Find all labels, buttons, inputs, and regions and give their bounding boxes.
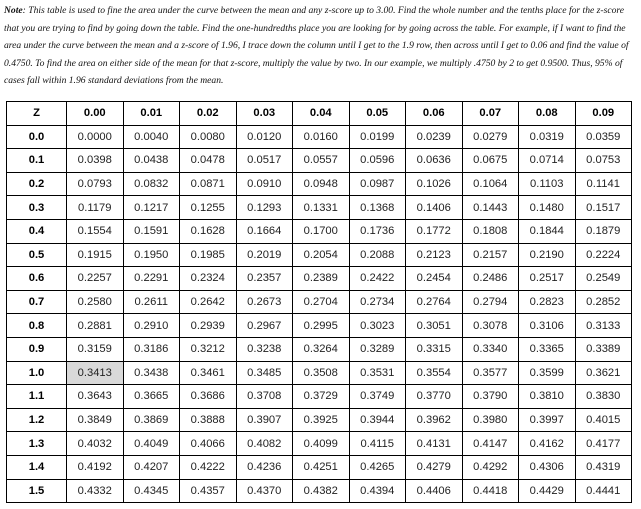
table-cell: 0.2257 — [67, 267, 124, 291]
table-cell: 0.4306 — [519, 455, 576, 479]
table-cell: 0.4066 — [180, 432, 237, 456]
column-header-z: Z — [7, 102, 67, 126]
table-row — [7, 149, 632, 173]
table-cell: 0.4177 — [575, 432, 632, 456]
table-cell: 0.1141 — [575, 172, 632, 196]
table-cell: 0.3665 — [123, 385, 180, 409]
table-cell: 0.2123 — [406, 243, 463, 267]
table-cell: 0.3508 — [293, 361, 350, 385]
table-cell: 0.2517 — [519, 267, 576, 291]
column-header: 0.01 — [123, 102, 180, 126]
row-header-z: 0.1 — [7, 149, 67, 173]
column-header: 0.09 — [575, 102, 632, 126]
table-cell: 0.2549 — [575, 267, 632, 291]
table-row — [7, 267, 632, 291]
table-cell: 0.1554 — [67, 219, 124, 243]
note-text: : This table is used to fine the area under the curve between the mean and any z-score up to 3.00. Find the whole number and the tenths place for the z-score that you are trying to find by going down the table. Find the one-hundredths place you are looking for by going across the table. For example, if I want to find the area under the curve between the mean and a z-score of 1.96, I trace down the column until I get to the 1.9 row, then across until I get to 0.06 and find the value of 0.4750. To find the area on either side of the mean for that z-score, multiply the value by two. In our example, we multiply .4750 by 2 to get 0.9500. Thus, 95% of cases fall within 1.96 standard deviations from the mean. — [4, 5, 629, 86]
table-row — [7, 290, 632, 314]
row-header-z: 0.3 — [7, 196, 67, 220]
table-cell: 0.3599 — [519, 361, 576, 385]
table-cell: 0.1915 — [67, 243, 124, 267]
table-cell: 0.3389 — [575, 337, 632, 361]
table-cell: 0.0359 — [575, 125, 632, 149]
table-cell: 0.0948 — [293, 172, 350, 196]
table-cell: 0.3159 — [67, 337, 124, 361]
table-body — [7, 125, 632, 503]
table-row — [7, 337, 632, 361]
table-row — [7, 455, 632, 479]
table-cell: 0.4222 — [180, 455, 237, 479]
note-label: Note — [4, 5, 23, 16]
table-cell: 0.0987 — [349, 172, 406, 196]
table-cell: 0.4207 — [123, 455, 180, 479]
table-cell: 0.2054 — [293, 243, 350, 267]
table-cell: 0.3078 — [462, 314, 519, 338]
table-cell: 0.4394 — [349, 479, 406, 503]
table-cell: 0.3577 — [462, 361, 519, 385]
table-cell: 0.2157 — [462, 243, 519, 267]
table-cell: 0.4406 — [406, 479, 463, 503]
table-cell: 0.2454 — [406, 267, 463, 291]
table-cell: 0.3729 — [293, 385, 350, 409]
table-cell: 0.0596 — [349, 149, 406, 173]
table-cell: 0.0398 — [67, 149, 124, 173]
table-cell: 0.1406 — [406, 196, 463, 220]
table-cell: 0.3106 — [519, 314, 576, 338]
table-cell: 0.3133 — [575, 314, 632, 338]
table-cell: 0.0753 — [575, 149, 632, 173]
table-cell: 0.3186 — [123, 337, 180, 361]
table-cell: 0.2580 — [67, 290, 124, 314]
table-cell: 0.3980 — [462, 408, 519, 432]
table-cell: 0.4032 — [67, 432, 124, 456]
table-cell: 0.2939 — [180, 314, 237, 338]
table-cell: 0.3997 — [519, 408, 576, 432]
table-row — [7, 219, 632, 243]
table-header-row — [7, 102, 632, 126]
table-cell: 0.1700 — [293, 219, 350, 243]
table-cell: 0.2019 — [236, 243, 293, 267]
table-cell: 0.4382 — [293, 479, 350, 503]
row-header-z: 0.4 — [7, 219, 67, 243]
table-cell: 0.4049 — [123, 432, 180, 456]
table-cell: 0.3365 — [519, 337, 576, 361]
table-cell: 0.0239 — [406, 125, 463, 149]
table-cell: 0.3051 — [406, 314, 463, 338]
table-row — [7, 196, 632, 220]
table-cell: 0.3238 — [236, 337, 293, 361]
table-cell: 0.4441 — [575, 479, 632, 503]
table-cell: 0.2088 — [349, 243, 406, 267]
row-header-z: 1.4 — [7, 455, 67, 479]
table-cell: 0.0793 — [67, 172, 124, 196]
table-cell: 0.1950 — [123, 243, 180, 267]
table-cell: 0.2881 — [67, 314, 124, 338]
table-row — [7, 408, 632, 432]
column-header: 0.06 — [406, 102, 463, 126]
row-header-z: 0.5 — [7, 243, 67, 267]
note-paragraph — [4, 2, 638, 90]
table-cell: 0.2910 — [123, 314, 180, 338]
table-cell: 0.3485 — [236, 361, 293, 385]
table-cell: 0.1628 — [180, 219, 237, 243]
row-header-z: 0.2 — [7, 172, 67, 196]
table-cell: 0.2224 — [575, 243, 632, 267]
table-cell: 0.3770 — [406, 385, 463, 409]
table-cell: 0.0517 — [236, 149, 293, 173]
table-cell: 0.3962 — [406, 408, 463, 432]
table-cell: 0.4251 — [293, 455, 350, 479]
table-cell: 0.3749 — [349, 385, 406, 409]
table-cell: 0.4418 — [462, 479, 519, 503]
table-cell: 0.0040 — [123, 125, 180, 149]
table-cell: 0.0160 — [293, 125, 350, 149]
table-cell: 0.4370 — [236, 479, 293, 503]
table-cell: 0.1293 — [236, 196, 293, 220]
table-cell: 0.3643 — [67, 385, 124, 409]
table-cell: 0.2995 — [293, 314, 350, 338]
table-cell: 0.0675 — [462, 149, 519, 173]
table-cell: 0.4099 — [293, 432, 350, 456]
table-cell: 0.2357 — [236, 267, 293, 291]
table-cell: 0.2291 — [123, 267, 180, 291]
table-cell: 0.4131 — [406, 432, 463, 456]
row-header-z: 0.6 — [7, 267, 67, 291]
table-cell: 0.3438 — [123, 361, 180, 385]
table-cell: 0.3023 — [349, 314, 406, 338]
table-cell: 0.2852 — [575, 290, 632, 314]
table-cell: 0.0080 — [180, 125, 237, 149]
table-cell: 0.1985 — [180, 243, 237, 267]
table-cell: 0.4082 — [236, 432, 293, 456]
table-row — [7, 314, 632, 338]
table-cell: 0.2764 — [406, 290, 463, 314]
table-cell: 0.3264 — [293, 337, 350, 361]
table-cell: 0.4357 — [180, 479, 237, 503]
table-cell: 0.0120 — [236, 125, 293, 149]
table-cell: 0.3869 — [123, 408, 180, 432]
row-header-z: 1.2 — [7, 408, 67, 432]
table-cell: 0.3944 — [349, 408, 406, 432]
table-cell: 0.3708 — [236, 385, 293, 409]
table-cell: 0.4162 — [519, 432, 576, 456]
column-header: 0.02 — [180, 102, 237, 126]
table-cell: 0.1664 — [236, 219, 293, 243]
table-cell: 0.0871 — [180, 172, 237, 196]
table-row — [7, 385, 632, 409]
table-cell: 0.1879 — [575, 219, 632, 243]
table-cell: 0.0000 — [67, 125, 124, 149]
column-header: 0.05 — [349, 102, 406, 126]
row-header-z: 1.1 — [7, 385, 67, 409]
table-cell: 0.0714 — [519, 149, 576, 173]
table-cell: 0.0438 — [123, 149, 180, 173]
table-cell: 0.4429 — [519, 479, 576, 503]
row-header-z: 0.8 — [7, 314, 67, 338]
table-cell: 0.3212 — [180, 337, 237, 361]
table-cell: 0.4265 — [349, 455, 406, 479]
table-cell: 0.4279 — [406, 455, 463, 479]
table-cell: 0.1064 — [462, 172, 519, 196]
table-cell: 0.4147 — [462, 432, 519, 456]
highlighted-cell: 0.3413 — [67, 361, 124, 385]
row-header-z: 0.7 — [7, 290, 67, 314]
table-row — [7, 479, 632, 503]
row-header-z: 0.0 — [7, 125, 67, 149]
table-cell: 0.0910 — [236, 172, 293, 196]
row-header-z: 1.3 — [7, 432, 67, 456]
table-cell: 0.2704 — [293, 290, 350, 314]
row-header-z: 1.5 — [7, 479, 67, 503]
table-cell: 0.2486 — [462, 267, 519, 291]
table-cell: 0.2190 — [519, 243, 576, 267]
table-cell: 0.4332 — [67, 479, 124, 503]
table-row — [7, 432, 632, 456]
table-cell: 0.0636 — [406, 149, 463, 173]
table-cell: 0.2794 — [462, 290, 519, 314]
table-cell: 0.2389 — [293, 267, 350, 291]
table-cell: 0.1517 — [575, 196, 632, 220]
table-cell: 0.3461 — [180, 361, 237, 385]
table-row — [7, 172, 632, 196]
table-cell: 0.3925 — [293, 408, 350, 432]
table-cell: 0.1026 — [406, 172, 463, 196]
table-cell: 0.0557 — [293, 149, 350, 173]
table-cell: 0.1103 — [519, 172, 576, 196]
table-row — [7, 361, 632, 385]
column-header: 0.08 — [519, 102, 576, 126]
table-cell: 0.4192 — [67, 455, 124, 479]
table-cell: 0.4292 — [462, 455, 519, 479]
table-cell: 0.1591 — [123, 219, 180, 243]
table-cell: 0.2823 — [519, 290, 576, 314]
table-cell: 0.1443 — [462, 196, 519, 220]
table-cell: 0.4236 — [236, 455, 293, 479]
table-cell: 0.1255 — [180, 196, 237, 220]
table-cell: 0.1844 — [519, 219, 576, 243]
table-cell: 0.2967 — [236, 314, 293, 338]
table-cell: 0.3849 — [67, 408, 124, 432]
table-cell: 0.3686 — [180, 385, 237, 409]
table-cell: 0.3888 — [180, 408, 237, 432]
table-cell: 0.2324 — [180, 267, 237, 291]
table-cell: 0.1808 — [462, 219, 519, 243]
table-cell: 0.2673 — [236, 290, 293, 314]
table-cell: 0.3621 — [575, 361, 632, 385]
table-cell: 0.1179 — [67, 196, 124, 220]
table-cell: 0.1368 — [349, 196, 406, 220]
table-cell: 0.0279 — [462, 125, 519, 149]
table-cell: 0.4115 — [349, 432, 406, 456]
table-cell: 0.4015 — [575, 408, 632, 432]
column-header: 0.04 — [293, 102, 350, 126]
table-header — [7, 102, 632, 126]
table-cell: 0.1772 — [406, 219, 463, 243]
column-header: 0.03 — [236, 102, 293, 126]
table-cell: 0.0478 — [180, 149, 237, 173]
row-header-z: 1.0 — [7, 361, 67, 385]
table-cell: 0.3531 — [349, 361, 406, 385]
z-score-table — [6, 101, 632, 503]
table-cell: 0.2611 — [123, 290, 180, 314]
table-cell: 0.0832 — [123, 172, 180, 196]
table-cell: 0.3907 — [236, 408, 293, 432]
table-cell: 0.3790 — [462, 385, 519, 409]
table-cell: 0.0199 — [349, 125, 406, 149]
table-cell: 0.3554 — [406, 361, 463, 385]
table-cell: 0.4345 — [123, 479, 180, 503]
table-row — [7, 243, 632, 267]
table-cell: 0.0319 — [519, 125, 576, 149]
table-cell: 0.3289 — [349, 337, 406, 361]
column-header: 0.00 — [67, 102, 124, 126]
table-cell: 0.1736 — [349, 219, 406, 243]
table-cell: 0.3810 — [519, 385, 576, 409]
table-cell: 0.3340 — [462, 337, 519, 361]
column-header: 0.07 — [462, 102, 519, 126]
row-header-z: 0.9 — [7, 337, 67, 361]
table-cell: 0.2642 — [180, 290, 237, 314]
table-cell: 0.3830 — [575, 385, 632, 409]
table-cell: 0.2422 — [349, 267, 406, 291]
table-cell: 0.1331 — [293, 196, 350, 220]
table-cell: 0.1480 — [519, 196, 576, 220]
table-cell: 0.2734 — [349, 290, 406, 314]
table-cell: 0.4319 — [575, 455, 632, 479]
table-row — [7, 125, 632, 149]
table-cell: 0.1217 — [123, 196, 180, 220]
table-cell: 0.3315 — [406, 337, 463, 361]
